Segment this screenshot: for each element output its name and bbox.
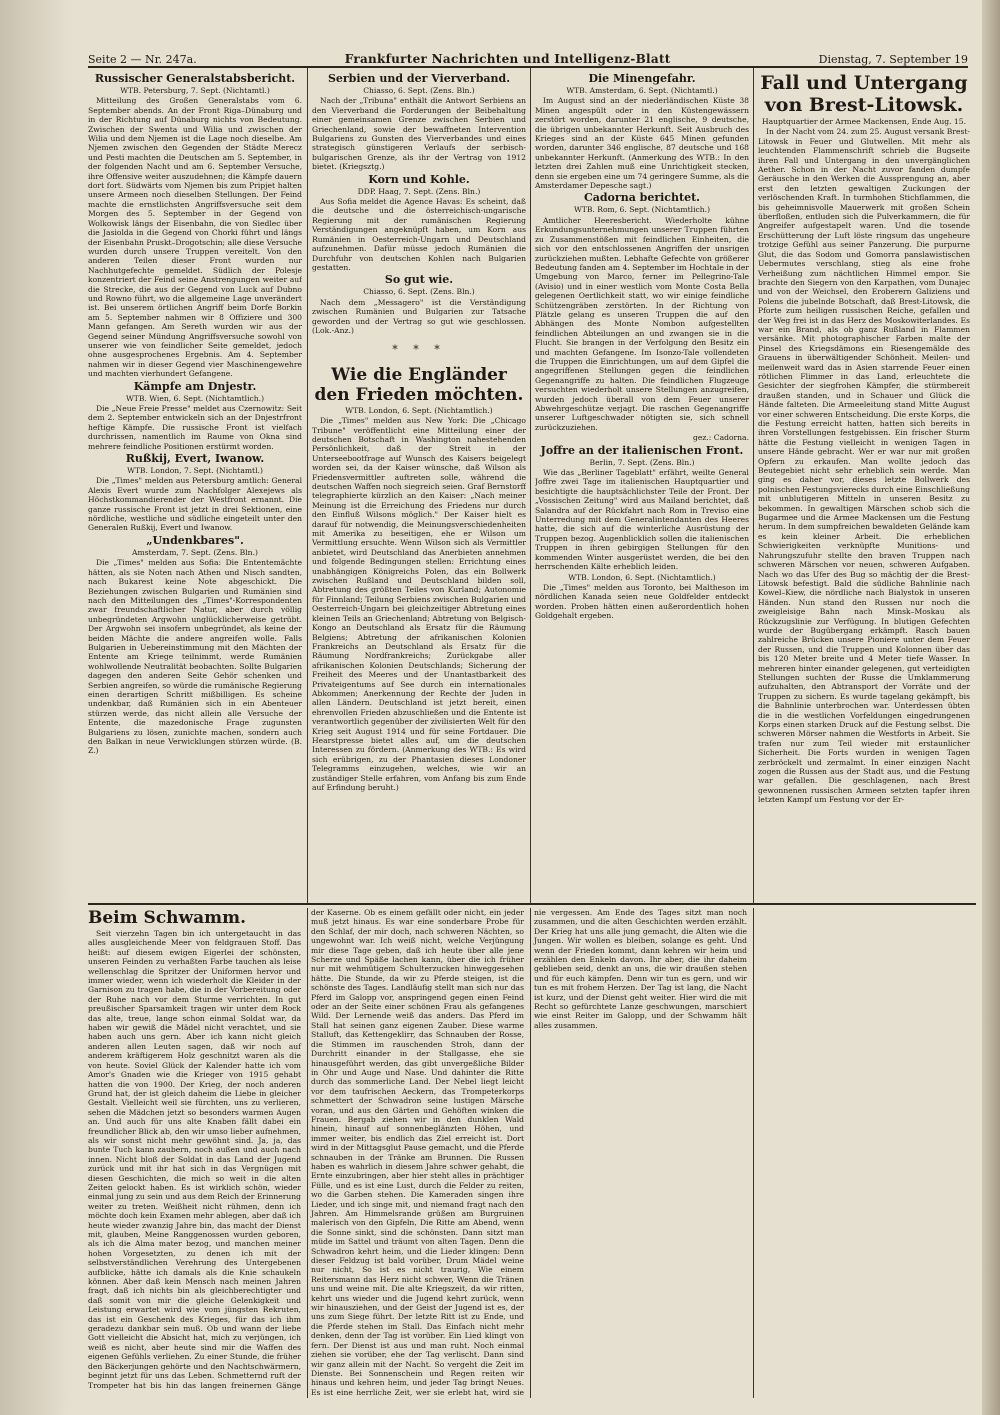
dateline: Amsterdam, 7. Sept. (Zens. Bln.) (132, 547, 258, 557)
headline: Die Minengefahr. (588, 72, 696, 85)
headline: Joffre an der italienischen Front. (540, 443, 744, 457)
article-body: Im August sind an der niederländischen Küste 38 Minen angespült oder in den Küstengewässern zerstört worden, darunter 21 englische, 9 deutsche, die übrigen unbekannter Herkunft. Seit Ausbruch des Krieges sind an der Küste 645 Minen gefunden worden, darunter 346 englische, 87 deutsche und 168 unbekannter Herkunft. (Anmerkung des WTB.: In den letzten drei Zahlen muß eine Unrichtigkeit stecken, denn sie ergeben eine um 74 geringere Summe, als die Amsterdamer Depesche sagt.) (535, 96, 749, 191)
article-goldgehalt (535, 573, 749, 621)
article-soguet (312, 273, 526, 335)
article-minengefahr (535, 72, 749, 190)
column-rule (530, 68, 531, 903)
headline: Beim Schwamm. (88, 908, 247, 928)
article-schwamm (88, 908, 970, 1398)
headline: Korn und Kohle. (368, 172, 470, 186)
dateline: WTB. London, 7. Sept. (Nichtamtl.) (127, 466, 263, 476)
column-4 (758, 72, 970, 900)
dateline: Hauptquartier der Armee Mackensen, Ende Aug. 15. (762, 117, 966, 126)
article-body: Nach dem „Messagero" ist die Verständigung zwischen Rumänien und Bulgarien zur Tatsache geworden und der Vertrag so gut wie geschlossen. (Lok.-Anz.) (312, 297, 526, 335)
article-body: Die „Times" melden aus New York: Die „Chicago Tribune" veröffentlicht eine Mitteilung einer der deutschen Botschaft in Washington nahestehenden Persönlichkeit, daß der Streit in der Unterseebootfrage auf Wunsch des Kaisers beigelegt worden sei, da der Kaiser wünsche, daß Wilson als Friedensvermittler auftreten solle, während die deutschen Waffen noch siegreich seien. Graf Bernstorff telegraphierte kürzlich an den Kaiser: „Nach meiner Meinung ist die Erreichung des Friedens nur durch den Einfluß Wilsons möglich." Der Kaiser hielt es darauf für notwendig, die Meinungsverschiedenheiten mit Amerika zu beseitigen, ehe er Wilson um Vermittlung ersuchte. Wenn Wilson sich als Vermittler anbietet, wird Deutschland das Anerbieten annehmen und folgende Bedingungen stellen: Errichtung eines unabhängigen Königreichs Polen, das ein Bollwerk zwischen Rußland und Deutschland bilden soll, Abtretung des größten Teiles von Kurland; Autonomie für Finnland; Teilung Serbiens zwischen Bulgarien und Oesterreich-Ungarn bei gleichzeitiger Abtretung eines kleinen Teils an Griechenland; Abtretung von Belgisch-Kongo an Deutschland als Ersatz für die Räumung Belgiens; Abtretung der afrikanischen Kolonien Frankreichs an Deutschland als Ersatz für die Räumung Nordfrankreichs; Zurückgabe aller afrikanischen Kolonien Deutschlands; Sicherung der Freiheit des Meeres und der Unantastbarkeit des Privateigentums auf See durch ein internationales Abkommen; Anerkennung der Rechte der Juden in allen Ländern. Deutschland ist jetzt bereit, einen ehrenvollen Frieden abzuschließen und die Entente ist verantwortlich gegenüber der zivilisierten Welt für den Krieg seit August 1914 und für seine Fortdauer. Die Hearstpresse bietet alles auf, um die deutschen Interessen zu fördern. (Anmerkung des WTB.: Es wird sich erübrigen, zu der Phantasien dieses Londoner Telegramms einzugehen, welches, wie wir an zuständiger Stelle erfahren, vom Anfang bis zum Ende auf Erfindung beruht.) (312, 416, 526, 792)
dateline: Berlin, 7. Sept. (Zens. Bln.) (589, 457, 695, 467)
article-russkij (88, 452, 302, 533)
column-2 (312, 72, 526, 900)
headline: Kämpfe am Dnjestr. (133, 379, 257, 393)
article-korn (312, 173, 526, 273)
article-body: Die „Times" melden aus Toronto, bei Maltheson im nördlichen Kanada seien neue Goldfelder entdeckt worden. Proben hätten einen außerordentlich hohen Goldgehalt ergeben. (535, 582, 749, 621)
headline: „Undenkbares". (146, 533, 244, 547)
dateline: Chiasso, 6. Sept. (Zens. Bln.) (363, 86, 475, 95)
article-englaender (312, 365, 526, 793)
article-body: Amtlicher Heeresbericht. Wiederholte kühne Erkundungsunternehmungen unserer Truppen führten zu Zusammenstößen mit feindlichen Einheiten, die sich vor den entschlossenen Angriffen der unsrigen zurückziehen mußten. Lebhafte Gefechte von größerer Bedeutung fanden am 4. September im Hochtale in der Umgebung von Marco, ferner im Pellegrino-Tale (Avisio) und in einer westlich vom Monte Costa Bella gelegenen Oertlichkeit statt, wo wir einige feindliche Schützengräben zerstörten. In der Richtung von Plätzle gelang es unseren Truppen die auf den Abhängen des Monte Nombon aufgestellten feindlichen Abteilungen an und zwangen sie in die Flucht. Sie brangen in der Verfolgung den Besitz ein und machten Gefangene. Im Isonzo-Tale vollendeten die Truppen die Einrichtungen, um auf dem Gipfel die angegriffenen Stellungen gegen die feindlichen Gegenangriffe zu halten. Die feindlichen Flugzeuge versuchten wiederholt unsere Stellungen anzugreifen, wurden jedoch überall von dem Feuer unserer Abwehrgeschütze verjagt. Die raschen Gegenangriffe unserer Luftgeschwader nötigten sie, sich schnell zurückzuziehen. (535, 215, 749, 432)
article-joffre (535, 444, 749, 572)
article-body: Seit vierzehn Tagen bin ich untergetaucht in das alles ausgleichende Meer von feldgrauen Stoff. Das heißt: auf diesem ewigen Eigerlei der schönsten, unseren Feinden zu verhaßten Farbe tauchen als leise wellenschlag die Spritzer der Uniformen hervor und immer wieder, wenn ich wiederholt die Kleider in der Garnison zu tragen habe, die in der Vorbereitung oder der Ruhe nach vor dem Sturme verrichten. In gut preußischer Sparsamkeit tragen wir unter dem Rock das alte, treue, lange schon einmal Soldat war, da haben wir gewiß die Mädel nicht verachtet, und sie haben auch uns gern. Aber ich kann nicht gleich anderen allen Leuten sagen, daß wir noch auf anderem kräftigerem Holz geschnitzt waren als die von heute. Soviel Glück der Kalender hatte ich vom Amor's Gnaden wie die Krieger von 1915 gehabt hatten die von 1900. Der Krieg, der noch anderen Grund hat, der ist gleich daheim die Liebe in gleicher Gestalt. Vielleicht weil sie fürchten, uns zu verlieren, sehen die Mädchen jetzt so besonders warmen Augen an. Und auch für uns alte Knaben fällt dabei ein freundlicher Blick ab, den wir umso lieber aufnehmen, als wir sonst nicht mehr gewöhnt sind. Ja, ja, das bunte Tuch kann zaubern, noch außen und auch nach innen. Nicht bloß der Soldat in das Land der Jugend zurück und mit ihr hat sich in das Vergnügen mit diesen Geschichten, die mich so weit in die alten Zeiten gelockt haben. Es ist wirklich schön, wieder einmal jung zu sein und aus dem Reich der Erinnerung weiter zu treten. Weißheit nicht rühmen, denn ich möchte doch kein Examen mehr ablegen, aber daß ich heute wieder zwanzig Jahre bin, das macht der Dienst mit, glauben, Meine Ranggenossen wurden geboren, als ich die Alma mater bezog, und manchen meiner hohen Vorgesetzten, zu denen ich mit der selbstverständlichen Verehrung des Untergebenen aufblicke, hätte ich damals als die Knie schaukeln können. Aber daß kein Mensch nach meinen Jahren fragt, daß ich nichts bin als gleichberechtigter und daß somit von mir die gleiche Gelenkigkeit und Leistung erwartet wird wie vom jüngsten Rekruten, das ist ein Geschenk des Krieges, für das ich ihm geradezu dankbar sein muß. Ob und wann der liebe Gott vielleicht die Absicht hat, mich zu verjüngen, ich weiß es nicht, aber heute sind mir die Waffen des eigenen Gefühls verliehen. Zu einer Stunde, die früher den Bäckerjungen gehörte und den Nachtschwärmern, beginnt jetzt für uns das Leben. Schmetternd ruft der Trompeter hat bis hin das langen freinernen Gänge der Kaserne. Ob es einem gefällt oder nicht, ein jeder muß jetzt hinaus. Es war eine sonderbare Probe für den Schlaf, der mir doch, nach schweren Nächten, so ungewohnt war. Ich weiß nicht, welche Verjüngung mir diese Tage geben, daß ich heute über alle jene Scherze und Späße lachen kann, über die ich früher nur mit wehmütigem Schulterzucken hinweggesehen hätte. Die Stunde, da wir zu Pferde steigen, ist die schönste des Tages. Landläufig stellt man sich nur das Pferd im Galopp vor, anspringend gegen einen Feind oder an der Seite einer schönen Frau als gefangenes Wild. Der Lernende weiß das anders. Das Pferd im Stall hat seinen ganz eigenen Zauber. Diese warme Stalluft, das Kettengeklirr, das Schnauben der Rosse, die Stimmen im rauschenden Stroh, dann der Durchritt einander in der Stallgasse, ehe sie hinausgeführt werden, das gibt unvergeßliche Bilder in Ohr und Auge und Nase. Und dahinter die Ritte durch das sommerliche Land. Der Nebel liegt leicht vor dem taufrischen Aeckern, das Trompeterkorps schmettert der Schwadron seine lustigen Märsche voran, und aus den Gärten und Gehöften winken die Frauen. Bergab ziehen wir in den dunklen Wald hinein, hinauf auf sonnenbeglänzten Höhen, und immer weiter, bis endlich das Ziel erreicht ist. Dort wird in der Mittagsglut Pause gemacht, und die Pferde schnauben in der Tränke am Brunnen. Die Russen haben es wahrlich in diesem Jahre schwer gehabt, die Ernte einzubringen, aber hier steht alles in prächtiger Fülle, und es ist eine Lust, durch die Felder zu reiten, wo die Garben stehen. Die Kameraden singen ihre Lieder, und ich singe mit, und niemand fragt nach den Jahren. Am Himmelsrande grüßen am Burgruinen malerisch von den Gipfeln, Die Ritte am Abend, wenn die Sonne sinkt, sind die schönsten. Dann sitzt man müde im Sattel und träumt von alten Tagen. Denn die Schwadron kehrt heim, und die Lieder klingen: Denn dieser Feldzug ist bald vorüber, Drum Mädel weine nur nicht, So ist es nicht traurig, Wie einem Reitersmann das Herz nicht schwer, Wenn die Tränen uns und weine mit. Die alte Kriegszeit, da wir ritten, kehrt uns wieder und die Jugend kehrt zurück, wenn wir hinausziehen, und der Geist der Jugend ist es, der uns zum Siege führt. Der letzte Ritt ist zu Ende, und die Pferde stehen im Stall. Das Einfach nicht mehr denken, denn der Tag ist vorüber. Ein Lied klingt von fern. Der Dienst ist aus und man ruht. Noch einmal ziehen sie vorüber, ehe der Tag verlischt. Dann sind wir ganz allein mit der Nacht. So vergeht die Zeit im Dienste. Bei Sonnenschein und Regen reiten wir hinaus und kehren heim, und jeder Tag bringt Neues. Es ist eine herrliche Zeit, wer sie erlebt hat, wird sie nie vergessen. Am Ende des Tages sitzt man noch zusammen, und die alten Geschichten werden erzählt. Der Krieg hat uns alle jung gemacht, die Alten wie die Jungen. Wir wollen es bleiben, solange es geht. Und wenn der Frieden kommt, dann kehren wir heim und erzählen den Enkeln davon. Ihr aber, die ihr daheim geblieben seid, denkt an uns, die wir draußen stehen und für euch kämpfen. Denn wir tun es gern, und wir tun es mit frohem Herzen. Der Tag ist lang, die Nacht ist kurz, und der Dienst geht weiter. Hier wird die mit Recht so gefürchtete Lanze geschwungen, marschiert wie einst Reiter im Galopp, und der Schwamm hält alles zusammen. (88, 908, 747, 1397)
article-body: Aus Sofia meldet die Agence Havas: Es scheint, daß die deutsche und die österreichisch-ungarische Regierung mit der rumänischen Regierung Verständigungen angeknüpft haben, um Korn aus Rumänien in Oesterreich-Ungarn und Deutschland aufzunehmen. Dafür müsse jedoch Rumänien die Durchfuhr von deutschen Kohlen nach Bulgarien gestatten. (312, 197, 526, 272)
headline: So gut wie. (384, 273, 454, 287)
article-body: Die „Times" melden aus Sofia: Die Ententemächte hätten, als sie Noten nach Athen und Nisch sandten, nach Bukarest keine Note abgeschickt. Die Beziehungen zwischen Bulgarien und Rumänien sind nach den Mitteilungen des „Times"-Korrespondenten zwar freundschaftlicher Natur, aber durch völlig unbegründeten Argwohn unglücklicherweise getrübt. Der Argwohn sei insofern unbegründet, als keine der beiden Mächte die andere angreifen wolle. Falls Bulgarien in Uebereinstimmung mit den Mächten der Entente am Kriege teilnimmt, werde Rumänien wohlwollende Neutralität beobachten. Sollte Bulgarien dagegen den anderen Seite Gehör schenken und Serbien angreifen, so würde die rumänische Regierung einen derartigen Schritt mißbilligen. Es scheine undenkbar, daß Rumänien sich in ein Abenteuer stürzen werde, das nicht allein alle Versuche der Entente, die mazedonische Frage zugunsten Bulgariens zu lösen, zunichte machen, sondern auch den Balkan in neue Verwicklungen stürzen würde. (B. Z.) (88, 558, 302, 756)
article-brest (758, 72, 970, 805)
column-rule (753, 68, 754, 903)
dateline: Chiasso, 6. Sept. (Zens. Bln.) (363, 287, 475, 297)
article-cadorna (535, 191, 749, 442)
article-undenkbares (88, 534, 302, 756)
dateline: WTB. Petersburg, 7. Sept. (Nichtamtl.) (120, 86, 270, 95)
article-body: Die „Times" melden aus Petersburg amtlich: General Alexis Evert wurde zum Nachfolger Alexejews als Höchstkommandierender der Westfront ernannt. Die ganze russische Front ist jetzt in drei Sektionen, eine nördliche, westliche und südliche eingeteilt unter den Generalen Rußkij, Evert und Iwanow. (88, 476, 302, 533)
issue-date: Dienstag, 7. September 19 (818, 53, 968, 66)
section-divider (88, 903, 976, 905)
column-1 (88, 72, 302, 900)
article-body: In der Nacht vom 24. zum 25. August versank Brest-Litowsk in Feuer und Glutwellen. Mit mehr als leuchtenden Flammenschrift schrieb die Bugseite ihren Fall und Untergang in den unvergänglichen Aether. Schon in der Nacht zuvor fanden dumpfe Geräusche in den Werken die Aussprengung an, aber erst den letzten gewaltigen Zuckungen der verlöschenden Kraft. In turmhohen Stichflammen, die bis geheimnisvolle Mauerwerk mit großen Schein überfloßen, entluden sich die Pulverkammern, die für Angreifer aufgestapelt waren. Und die tosende Erschütterung der Luft löste ringsum das ungeheure trotzige Gefühl aus seiner Panzerung. Die purpurne Glut, die das Sodom und Gomorra panslawistischen Uebermutes verschlang, stieg als eine frohe Verheißung zum nächtlichen Himmel empor. Sie brachte den Siegern von den Karpathen, vom Dunajec und von der Weichsel, den Eroberern Galiziens und Polens die jubelnde Botschaft, daß Brest-Litowsk, die Pforte zum heiligen russischen Reiche, gefallen und der Weg frei ist in das Herz des Moskowiterlandes. Es war ein Brand, als ob ganz Rußland in Flammen versänke. Mit photographischer Farben malte der Pinsel des Kriegsdämons ein Riesengemälde des Grauens in überwältigender Schönheit. Meilen- und meilenweit ward das in Asien starrende Feuer einen rötlichen Flimmer in das Land, erleuchtete die Gesichter der siegfrohen Kämpfer, die stürmbereit draußen standen, und in Schauer und Glück die Hände falteten. Die Armeeleitung stand Mitte August vor einer schweren Entscheidung. Die erste Korps, die die Festung erreicht hatten, hatten sich bereits in ihren Vorstellungen festgebissen. Ein frischer Sturm hätte die Festung vielleicht in wenigen Tagen in unsere Hände gebracht. Wer er war nur mit großen Opfern zu erkaufen. Man wollte jedoch das Beutegebiet nicht sehr erheblich sein werde. Man ging es daher vor, dieses letzte Bollwerk des polnischen Festungsvierecks durch eine Einschließung mit unblutigeren Mitteln in unseren Besitz zu bekommen. In gewaltigen Märschen schob sich die Bugarmee und die Armee Mackensen um die Festung herum. In dem sumpfreichen bewaldeten Gelände kam es kein kleiner Arbeit. Die erheblichen Schwierigkeiten verknüpfte Munitions- und Nahrungszufuhr stellte den braven Truppen nach schweren Märschen vor neuen, schweren Aufgaben. Nach wo das Ufer des Bug so mächtig der die Brest-Litowsk befestigt. Bald die südliche Bahnlinie nach Kowel–Kiew, die nördliche nach Bialystok in unseren Händen. Nun stand den Russen nur noch die zweigleisige Bahn nach Minsk–Moskau als Rückzugslinie zur Verfügung. In blutigen Gefechten wurde der Bugübergang erkämpft. Rasch bauen zahlreiche Brücken unsere Pioniere unter dem Feuer der Russen, und die Truppen und Kolonnen über das bis 120 Meter breite und 4 Meter tiefe Wasser. In mehreren hinter einander gelegenen, gut verteidigten Stellungen suchten der Russe die Umklammerung aufzuhalten, den Abtransport der Vorräte und der Truppen zu sichern. Es wurde tagelang gekämpft, bis die Bahnlinie unterbrochen war. Unterdessen übten die in die westlichen Vorfeldungen eingedrungenen Korps einen starken Druck auf die Festung selbst. Die schweren Mörser nahmen die Westforts in Arbeit. Sie trafen nur zum Teil wieder mit erstaunlicher Sicherheit. Die Forts wurden in wenigen Tagen zerbröckelt und zermalmt. In einer einzigen Nacht zogen die Russen aus der Stadt aus, und die Festung war gefallen. Die geschlagenen, nach Brest gewonnenen russischen Armeen setzten tapfer ihren letzten Kampf um Festung vor der Er- (758, 127, 970, 805)
headline: Serbien und der Vierverband. (327, 72, 511, 85)
column-3 (535, 72, 749, 900)
section-stars: * * * (392, 343, 446, 357)
dateline: WTB. London, 6. Sept. (Nichtamtlich.) (568, 572, 716, 582)
dateline: WTB. Wien, 6. Sept. (Nichtamtlich.) (125, 393, 265, 403)
page-number: Seite 2 — Nr. 247a. (88, 53, 197, 66)
headline: Wie die Engländer den Frieden möchten. (314, 364, 524, 405)
newspaper-title: Frankfurter Nachrichten und Intelligenz-Blatt (344, 52, 671, 66)
headline: Fall und Untergang von Brest-Litowsk. (760, 72, 968, 116)
headline: Cadorna berichtet. (583, 191, 700, 205)
dateline: WTB. Amsterdam, 6. Sept. (Nichtamtl.) (566, 86, 718, 95)
headline: Rußkij, Evert, Iwanow. (125, 452, 265, 466)
article-body: Wie das „Berliner Tageblatt" erfährt, weilte General Joffre zwei Tage im italienischen Hauptquartier und besichtigte die hauptsächlichster Teile der Front. Der „Vossischen Zeitung" wird aus Mailand berichtet, daß Salandra auf der Rückfahrt nach Rom in Treviso eine Unterredung mit dem Generalintendanten des Heeres hatte, die sich auf die winterliche Ausrüstung der Truppen bezog. Augenblicklich sollen die italienischen Truppen in ihren gebirgigen Stellungen für den kommenden Winter ausgerüstet werden, die bei den herrschenden Kälte erheblich leiden. (535, 468, 749, 572)
headline: Russischer Generalstabsbericht. (94, 72, 296, 85)
masthead (88, 44, 968, 68)
article-serbien (312, 72, 526, 172)
article-body: Mitteilung des Großen Generalstabs vom 6. September abends. An der Front Riga–Dünaburg und in der Richtung auf Dünaburg nichts von Bedeutung. Zwischen der Swenta und Wilia und zwischen der Wilia und dem Njemen ist die Lage noch dieselbe. Am Njemen zwischen den Gegenden der Städte Merecz und Pesti machten die Deutschen am 5. September, in der folgenden Nacht und am 6. September Versuche, ihre Offensive weiter auszudehnen; die Kämpfe dauern dort fort. Südwärts vom Njemen bis zum Pripjet halten unsere Armeen noch dieselben Stellungen. Der Feind machte die ernstlichsten Angriffsversuche seit dem Morgen des 5. September in der Gegend von Wolkowisk längs der Eisenbahn, die von Siedlec über die Jasiolda in die Gegend von Chorki führt und längs der Eisenbahn Pruskt–Drogotschin; alle diese Versuche wurden durch unsere Truppen vereitelt. Von den anderen Teilen dieser Front wurden nur Nachhutgefechte gemeldet. Südlich der Polesje konzentriert der Feind seine Anstrengungen weiter auf die Strecke, die aus der Gegend von Luck auf Dubno und Rowno führt, wo die allgemeine Lage unverändert ist. Bei unserem örtlichen Angriff beim Dorfe Borkin am 5. September nahmen wir 8 Offiziere und 300 Mann gefangen. Am Sereth wurden wir aus der Gegend seiner Mündung Angriffsversuche sowohl von unserer wie von feindlicher Seite gemeldet, jedoch ohne ausgesprochenes Ergebnis. Am 4. September nahmen wir in dieser Gegend vier Maschinengewehre und machten vierhundert Gefangene. (88, 96, 302, 379)
article-body: Nach der „Tribuna" enthält die Antwort Serbiens an den Vierverband die Forderungen der Beibehaltung einer gemeinsamen Grenze zwischen Serbien und Griechenland, sowie der bewaffneten Intervention Bulgariens zu Gunsten des Vierverbandes und eines strategisch günstigeren Verlaufs der serbisch-bulgarischen Grenze, als ihr der Vertrag von 1912 bietet. (Kriegsztg.) (312, 96, 526, 172)
page-binding-edge (982, 0, 1000, 1415)
column-rule (307, 68, 308, 903)
signature: gez.: Cadorna. (693, 433, 749, 443)
article-dnjestr (88, 380, 302, 451)
article-generalstab (88, 72, 302, 379)
dateline: DDP. Haag, 7. Sept. (Zens. Bln.) (357, 186, 481, 196)
page-shadow (0, 0, 70, 1415)
dateline: WTB. London, 6. Sept. (Nichtamtlich.) (345, 405, 493, 415)
article-body: Die „Neue Freie Presse" meldet aus Czernowitz: Seit dem 2. September entwickeln sich an der Dnjestrfront heftige Kämpfe. Die russische Front ist vielfach durchrissen, namentlich im Raume von Okna sind mehrere feindliche Positionen erstürmt worden. (88, 404, 302, 451)
dateline: WTB. Rom, 6. Sept. (Nichtamtlich.) (573, 205, 711, 215)
